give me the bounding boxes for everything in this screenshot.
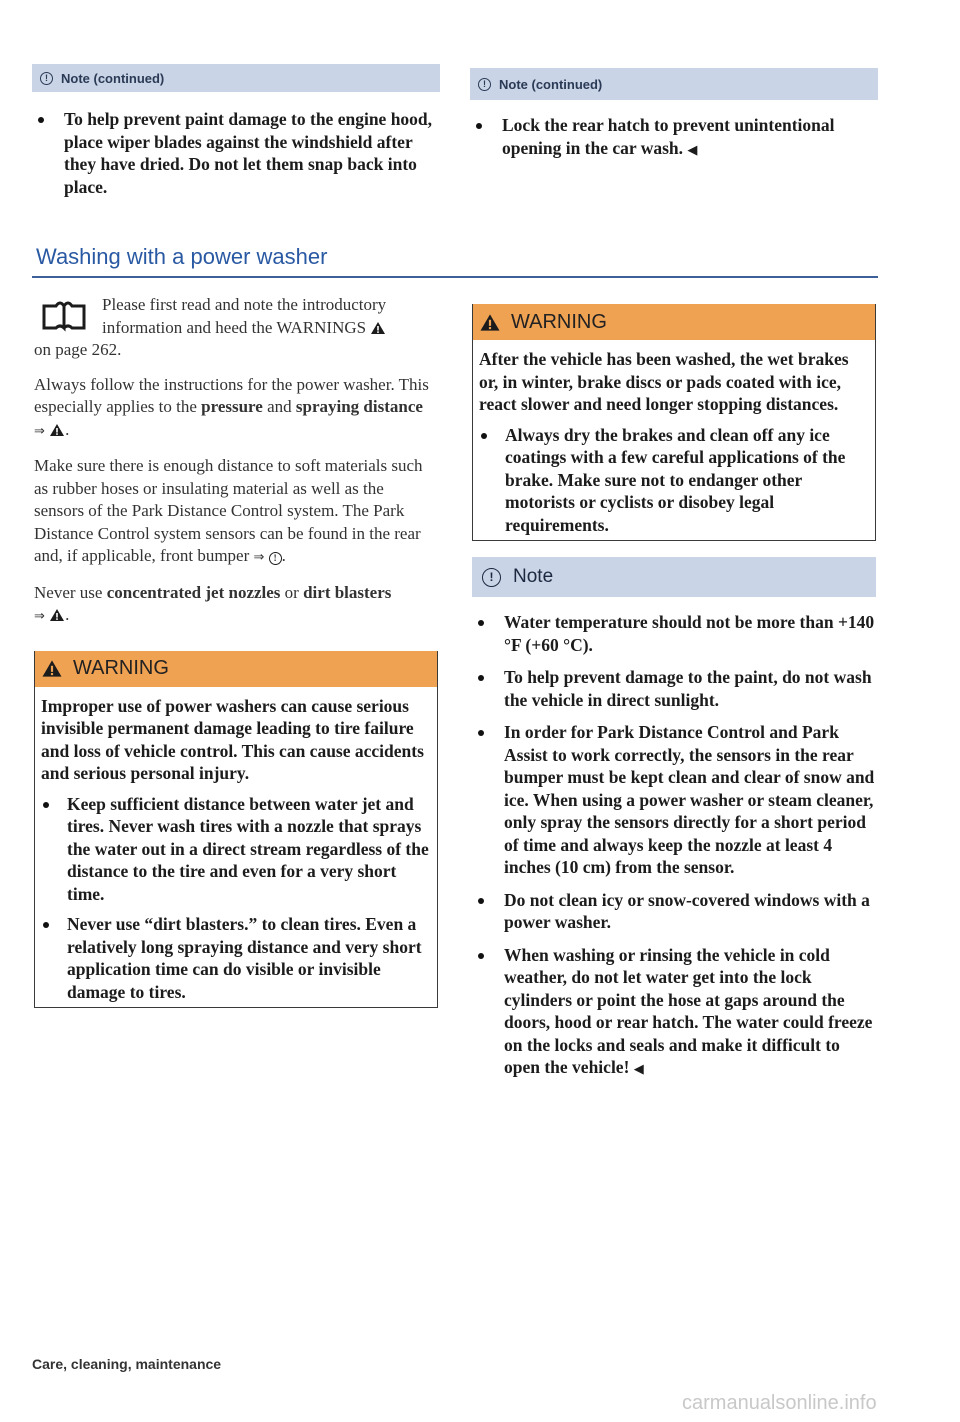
intro-paragraph [34, 294, 438, 362]
warning-header [35, 651, 437, 687]
note-bullet-text: When washing or rinsing the vehicle in cold weather, do not let water get into the lock cylinders or point the hose at gaps around the doors, hood or rear hatch. The water could freeze on the locks and seals and make it difficult to open the vehicle! [504, 944, 873, 1077]
note-continued-bar [32, 64, 440, 92]
instructions-text2: and [267, 397, 292, 416]
nozzles-bold-jet: concentrated jet nozzles [106, 582, 281, 602]
note-bullet [470, 114, 878, 162]
instructions-paragraph: Always follow the instructions for the power washer. This especially applies to the pressure and spraying distance ⇒ . [34, 374, 429, 439]
note-continued-label: Note (continued) [61, 70, 165, 86]
warning-icon [41, 659, 63, 678]
warning-intro: After the vehicle has been washed, the wet brakes or, in winter, brake discs or pads coated with ice, react slower and need longer stopping distances. [479, 349, 849, 414]
watermark: carmanualsonline.info [682, 1392, 877, 1414]
warning-body [35, 687, 437, 1008]
section-title: Washing with a power washer [36, 244, 328, 269]
page-footer: Care, cleaning, maintenance [32, 1356, 222, 1372]
end-marker-icon: ◀ [633, 1062, 644, 1077]
nozzles-bold-blasters: dirt blasters [303, 582, 392, 602]
warning-header [473, 304, 875, 340]
arrow-icon: ⇒ [253, 550, 265, 565]
warning-intro: Improper use of power washers can cause serious invisible permanent damage leading to tire failure and loss of vehicle control. This can cause accidents and serious personal injury. [41, 695, 424, 783]
right-column-body [472, 284, 876, 1082]
note-continued-label: Note (continued) [499, 76, 603, 92]
warning-bullet: Always dry the brakes and clean off any ice coatings with a few careful applications of the brake. Make sure not to endanger other motorists or cyclists or disobey legal requirements. [479, 424, 867, 537]
nozzles-text2: or [284, 582, 299, 602]
instructions-bold-pressure: pressure [201, 397, 263, 416]
warning-box [472, 304, 876, 541]
note-bullet [472, 944, 876, 1082]
note-icon: ! [482, 568, 501, 587]
distance-text: Make sure there is enough distance to soft materials such as rubber hoses or insulating material as well as the sensors of the Park Distance Control system. The Park Distance Control system sensors can be found in the rear and, if applicable, front bumper [34, 456, 423, 565]
end-marker-icon: ◀ [687, 142, 698, 158]
note-label: Note [513, 566, 554, 587]
note-icon: ! [269, 552, 282, 565]
warning-label: WARNING [511, 310, 607, 333]
section-divider [32, 276, 878, 278]
instructions-text: Always follow the instructions for the power washer. This especially applies to the [34, 374, 429, 416]
instructions-bold-distance: spraying distance [295, 397, 423, 416]
note-bullet: In order for Park Distance Control and Park Assist to work correctly, the sensors in the rear bumper must be kept clean and clear of snow and ice. When using a power washer or steam cleaner, only spray the sensors directly for a short period of time and always keep the nozzle at least 4 inches (10 cm) from the sensor. [472, 721, 876, 879]
warning-bullet: Keep sufficient distance between water jet and tires. Never wash tires with a nozzle that sprays the water out in a direct stream regardless of the distance to the tire and even for a very short time. [41, 793, 429, 906]
note-bullet-text: Lock the rear hatch to prevent unintentional opening in the car wash. [502, 115, 835, 158]
warning-bullet: Never use “dirt blasters.” to clean tires. Even a relatively long spraying distance and very short application time can do visible or invisible damage to tires. [41, 913, 429, 1003]
arrow-icon: ⇒ [34, 609, 45, 624]
warning-icon [370, 321, 386, 335]
note-bullet: Do not clean icy or snow-covered windows with a power washer. [472, 889, 876, 934]
warning-icon [49, 423, 65, 437]
left-column-body [34, 294, 438, 1008]
distance-paragraph: Make sure there is enough distance to soft materials such as rubber hoses or insulating material as well as the sensors of the Park Distance Control system. The Park Distance Control system sensors can be found in the rear and, if applicable, front bumper ⇒ ! . [34, 456, 423, 565]
nozzles-paragraph: Never use concentrated jet nozzles or dirt blasters ⇒ . [34, 582, 392, 624]
note-bullet: To help prevent paint damage to the engine hood, place wiper blades against the windshield after they have dried. Do not let them snap back into place. [32, 108, 440, 198]
note-bullet: Water temperature should not be more than +140 °F (+60 °C). [472, 611, 876, 656]
arrow-icon: ⇒ [34, 423, 45, 439]
note-icon: ! [478, 78, 491, 91]
warning-icon [479, 313, 501, 332]
book-icon [38, 298, 90, 334]
note-bullet: To help prevent damage to the paint, do not wash the vehicle in direct sunlight. [472, 666, 876, 711]
warning-label: WARNING [73, 657, 169, 679]
intro-text: Please first read and note the introductory information and heed the WARNINGS [102, 295, 387, 337]
note-bar [472, 557, 876, 597]
note-continued-bar [470, 68, 878, 100]
nozzles-text: Never use [34, 582, 103, 602]
warning-body [473, 340, 875, 540]
note-icon: ! [40, 72, 53, 85]
warning-box [34, 651, 438, 1009]
warning-icon [49, 608, 65, 622]
left-column-top [32, 64, 440, 198]
right-column-top [470, 68, 878, 162]
page-ref[interactable]: on page 262. [34, 340, 122, 359]
